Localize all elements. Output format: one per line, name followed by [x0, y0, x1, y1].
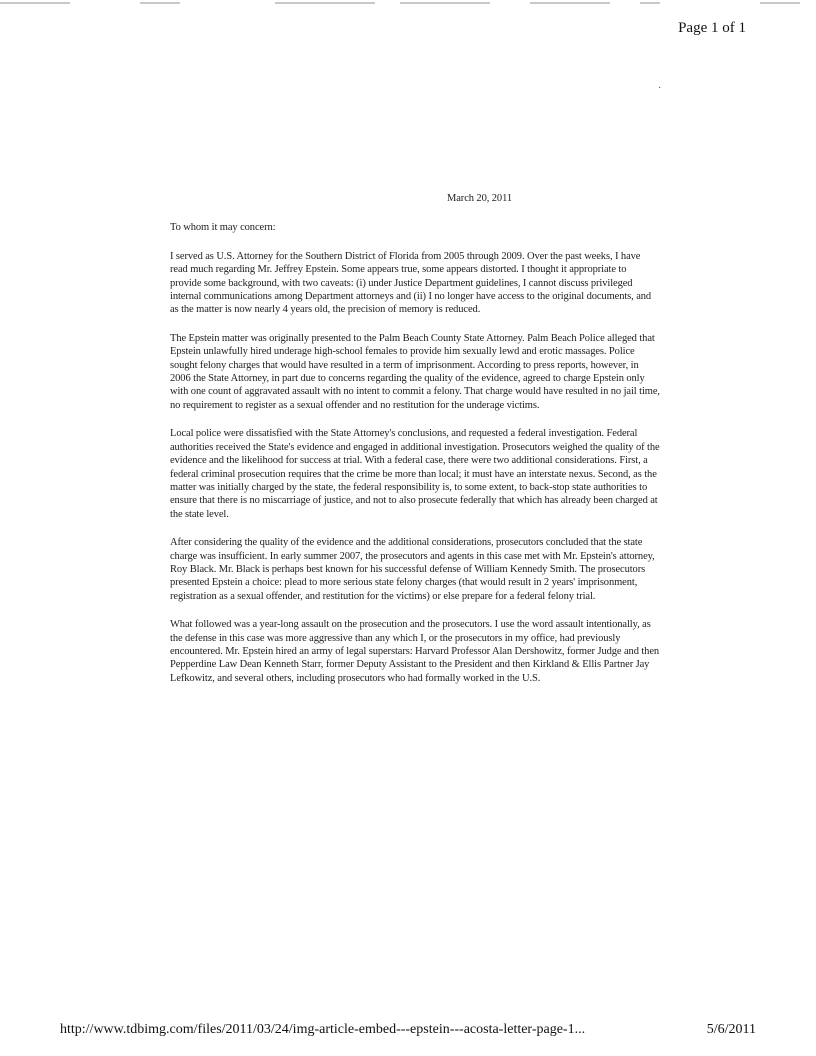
paragraph-5: What followed was a year-long assault on the prosecution and the prosecutors. I use the word assault intentionally, as the defense in this case was more aggressive than any which I, or the prosecutors in my office, had previously encountered. Mr. Epstein hired an army of legal superstars: Harvard Professor Alan Dershowitz, former Judge and then Pepperdine Law Dean Kenneth Starr, former Deputy Assistant to the President and then Kirkland & Ellis Partner Jay Lefkowitz, and several others, including prosecutors who had formally worked in the U.S. [170, 619, 660, 684]
paragraph-3: Local police were dissatisfied with the State Attorney's conclusions, and requested a federal investigation. Federal authorities received the State's evidence and engaged in additional investigation. Prosecutors weighed the quality of the evidence and the likelihood for success at trial. With a federal case, there were two additional considerations. First, a federal criminal prosecution requires that the crime be more than local; it must have an interstate nexus. Second, as the matter was initially charged by the state, the federal responsibility is, to some extent, to back-stop state authorities to ensure that there is no miscarriage of justice, and not to also prosecute federally that which has already been charged at the state level. [170, 428, 660, 520]
scan-edge-artifacts [0, 0, 816, 8]
letter-body [170, 150, 660, 685]
letter-salutation: To whom it may concern: [170, 222, 276, 234]
scan-speck: · [658, 83, 662, 94]
paragraph-1: I served as U.S. Attorney for the Southern District of Florida from 2005 through 2009. Over the past weeks, I have read much regarding Mr. Jeffrey Epstein. Some appears true, some appears distorted. I thought it appropriate to provide some background, with two caveats: (i) under Justice Department guidelines, I cannot discuss privileged internal communications among Department attorneys and (ii) I no longer have access to the original documents, and as the matter is now nearly 4 years old, the precision of memory is reduced. [170, 250, 652, 316]
page-number: Page 1 of 1 [678, 20, 746, 36]
paragraph-2: The Epstein matter was originally presented to the Palm Beach County State Attorney. Palm Beach Police alleged that Epstein unlawfully hired underage high-school females to provide him sexually lewd and erotic massages. Police sought felony charges that would have resulted in a term of imprisonment. According to press reports, however, in 2006 the State Attorney, in part due to concerns regarding the quality of the evidence, agreed to charge Epstein only with one count of aggravated assault with no intent to commit a felony. That charge would have resulted in no jail time, no requirement to register as a sexual offender and no restitution for the underage victims. [170, 332, 660, 411]
paragraph-4: After considering the quality of the evidence and the additional considerations, prosecutors concluded that the state charge was insufficient. In early summer 2007, the prosecutors and agents in this case met with Mr. Epstein's attorney, Roy Black. Mr. Black is perhaps best known for his successful defense of William Kennedy Smith. The prosecutors presented Epstein a choice: plead to more serious state felony charges (that would result in 2 years' imprisonment, registration as a sexual offender, and restitution for the victims) or else prepare for a federal felony trial. [170, 537, 655, 602]
print-footer [60, 1022, 756, 1038]
letter-date: March 20, 2011 [447, 193, 512, 204]
footer-date: 5/6/2011 [706, 1022, 756, 1037]
footer-url: http://www.tdbimg.com/files/2011/03/24/img-article-embed---epstein---acosta-letter-page-1... [60, 1022, 586, 1037]
